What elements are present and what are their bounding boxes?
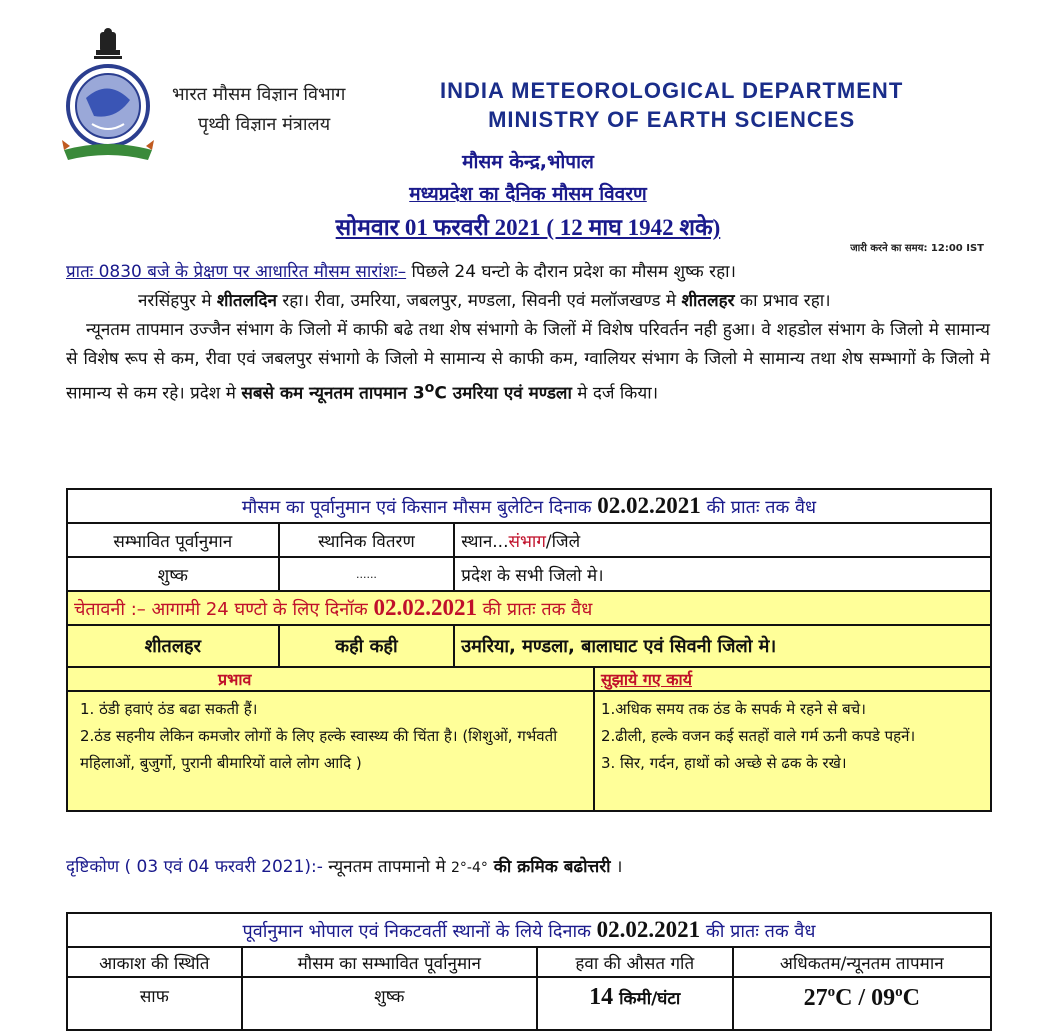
- place-value: प्रदेश के सभी जिलो मे।: [454, 557, 991, 591]
- forecast-title: [67, 489, 991, 523]
- col-place-b: संभाग: [508, 531, 546, 552]
- summary-text-2c: रहा। रीवा, उमरिया, जबलपुर, मण्डला, सिवनी एवं मलॉजखण्ड मे: [276, 291, 682, 311]
- warning-title: [67, 591, 991, 625]
- outlook: [66, 854, 622, 877]
- impact-item: 2.ठंड सहनीय लेकिन कमजोर लोगों के लिए हल्के स्वास्थ्य की चिंता है। (शिशुओं, गर्भवती महिलाओं, बुजुर्गो, पुरानी बीमारियों वाले लोग आदि ): [80, 727, 558, 772]
- col-forecast-header: सम्भावित पूर्वानुमान: [67, 523, 279, 557]
- impact-actions-row: [67, 691, 991, 811]
- temp-value: [733, 977, 991, 1030]
- dept-name-hindi-block: [172, 80, 345, 140]
- wind-unit: किमी/घंटा: [613, 989, 681, 1009]
- bhopal-title: [67, 913, 991, 947]
- actions-list-cell: [594, 691, 991, 811]
- cold-wave-row: [67, 625, 991, 667]
- outlook-label: दृष्टिकोण ( 03 एवं 04 फरवरी 2021):-: [66, 857, 323, 877]
- impact-header: प्रभाव: [67, 667, 594, 691]
- warning-title-date: 02.02.2021: [373, 595, 477, 620]
- temp-max-value: 27: [803, 985, 828, 1011]
- report-date: सोमवार 01 फरवरी 2021 ( 12 माघ 1942 शके): [335, 215, 721, 240]
- action-item: 3. सिर, गर्दन, हाथों को अच्छे से ढक के रखे।: [600, 754, 847, 772]
- forecast-value-row: [67, 557, 991, 591]
- temp-max-deg: o: [827, 984, 836, 1000]
- forecast-title-post: की प्रातः तक वैध: [700, 497, 817, 518]
- impact-item: 1. ठंडी हवाएं ठंड बढा सकती हैं।: [80, 700, 258, 718]
- imd-emblem-logo: [62, 28, 154, 162]
- summary-text-2a: नरसिंहपुर मे: [138, 291, 217, 311]
- temp-min: [871, 985, 920, 1011]
- summary-text-3a: न्यूनतम तापमान उज्जैन संभाग के जिलो में काफी बढे तथा शेष संभागो के जिलों में विशेष परिवर्तन नही हुआ। वे शहडोल संभाग के जिलो मे सामान्य से विशेष रूप से कम, रीवा एवं जबलपुर संभागो के जिलो मे सामान्य से काफी कम, ग्वालियर संभाग के जिलो मे सामान्य तथा शेष सम्भागों के जिलो मे सामान्य से कम रहे। प्रदेश मे: [66, 320, 990, 404]
- col-place-header: [454, 523, 991, 557]
- temp-separator: /: [852, 985, 872, 1011]
- wind-speed: 14: [589, 984, 614, 1010]
- warning-type: शीतलहर: [67, 625, 279, 667]
- warning-title-pre: चेतावनी :– आगामी 24 घण्टो के लिए दिनॉक: [74, 599, 374, 620]
- summary-text-1: पिछले 24 घन्टो के दौरान प्रदेश का मौसम शुष्क रहा।: [406, 262, 736, 282]
- forecast-value: शुष्क: [67, 557, 279, 591]
- forecast-header-row: [67, 523, 991, 557]
- outlook-range: 2°-4°: [451, 860, 488, 876]
- col-wind-header: हवा की औसत गति: [537, 947, 733, 977]
- temp-max: [804, 985, 853, 1011]
- summary-label: प्रातः 0830 बजे के प्रेक्षण पर आधारित मौसम सारांशः–: [66, 262, 407, 282]
- col-distribution-header: स्थानिक वितरण: [279, 523, 455, 557]
- summary-degree: o: [424, 380, 435, 396]
- temp-min-unit: C: [902, 985, 920, 1011]
- report-title: मध्यप्रदेश का दैनिक मौसम विवरण: [409, 183, 647, 205]
- ministry-name-hindi: पृथ्वी विज्ञान मंत्रालय: [198, 114, 331, 135]
- summary-text-2e: का प्रभाव रहा।: [734, 291, 831, 311]
- forecast-table: [66, 488, 992, 812]
- bhopal-title-row: [67, 913, 991, 947]
- bhopal-title-post: की प्रातः तक वैध: [700, 921, 816, 942]
- impact-list-cell: [67, 691, 594, 811]
- summary-text-2d: शीतलहर: [681, 291, 735, 311]
- impact-header-row: [67, 667, 991, 691]
- outlook-text-b: की क्रमिक बढोत्तरी: [487, 857, 611, 877]
- actions-list: [601, 696, 984, 777]
- outlook-text-c: ।: [610, 857, 623, 877]
- bhopal-forecast-table: [66, 912, 992, 1031]
- bhopal-title-date: 02.02.2021: [596, 917, 701, 942]
- bhopal-value-row: [67, 977, 991, 1030]
- dept-name-english: INDIA METEOROLOGICAL DEPARTMENT: [440, 78, 904, 103]
- outlook-text-a: न्यूनतम तापमानो मे: [322, 857, 452, 877]
- dept-name-english-block: [440, 76, 903, 134]
- col-sky-header: आकाश की स्थिति: [67, 947, 242, 977]
- temp-min-value: 09: [871, 985, 896, 1011]
- dept-name-hindi: भारत मौसम विज्ञान विभाग: [172, 84, 346, 105]
- weather-summary: [66, 258, 990, 409]
- summary-text-3c: C उमरिया एवं मण्डला: [434, 383, 572, 404]
- impact-list: [74, 696, 587, 777]
- summary-text-3d: मे दर्ज किया।: [571, 383, 659, 404]
- temp-min-deg: o: [895, 984, 903, 1000]
- action-item: 1.अधिक समय तक ठंड के सपर्क मे रहने से बचे।: [600, 700, 866, 718]
- col-weather-header: मौसम का सम्भावित पूर्वानुमान: [242, 947, 537, 977]
- action-item: 2.ढीली, हल्के वजन कई सतहों वाले गर्म ऊनी कपडे पहनें।: [600, 727, 916, 745]
- temp-max-unit: C: [835, 985, 853, 1011]
- summary-text-2b: शीतलदिन: [216, 291, 277, 311]
- col-place-a: स्थान...: [461, 531, 509, 552]
- summary-para-3: [66, 316, 990, 409]
- forecast-title-row: [67, 489, 991, 523]
- issue-time: जारी करने का समय: 12:00 IST: [850, 243, 984, 254]
- summary-para-2: [66, 287, 990, 316]
- col-temp-header: अधिकतम/न्यूनतम तापमान: [733, 947, 991, 977]
- actions-header: सुझाये गए कार्य: [594, 667, 991, 691]
- distribution-value: ......: [279, 557, 455, 591]
- forecast-title-pre: मौसम का पूर्वानुमान एवं किसान मौसम बुलेटिन दिनाक: [241, 497, 598, 518]
- bhopal-header-row: [67, 947, 991, 977]
- centre-title: मौसम केन्द्र,भोपाल: [462, 151, 594, 173]
- weather-value: शुष्क: [242, 977, 537, 1030]
- ministry-name-english: MINISTRY OF EARTH SCIENCES: [488, 107, 856, 132]
- col-place-c: /जिले: [545, 531, 581, 552]
- warning-title-post: की प्रातः तक वैध: [476, 599, 593, 620]
- summary-text-3b: सबसे कम न्यूनतम तापमान 3: [241, 383, 425, 404]
- bhopal-title-pre: पूर्वानुमान भोपाल एवं निकटवर्ती स्थानों के लिये दिनाक: [242, 921, 597, 942]
- forecast-title-date: 02.02.2021: [597, 493, 701, 518]
- warning-places: उमरिया, मण्डला, बालाघाट एवं सिवनी जिलो मे।: [454, 625, 991, 667]
- summary-para-1: [66, 258, 990, 287]
- warning-title-row: [67, 591, 991, 625]
- wind-value: [537, 977, 733, 1030]
- sky-value: साफ: [67, 977, 242, 1030]
- warning-distribution: कही कही: [279, 625, 455, 667]
